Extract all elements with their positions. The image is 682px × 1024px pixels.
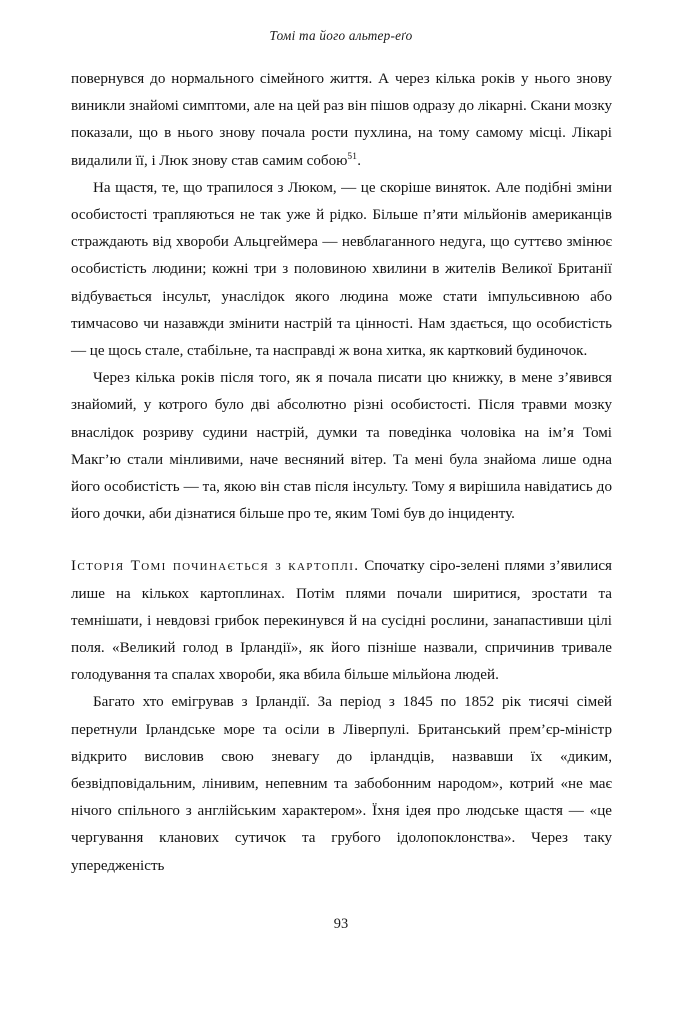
paragraph: На щастя, те, що трапилося з Люком, — це скоріше виняток. Але подібні зміни особистості трапляються не так уже й рідко. Більше п’яти мільйонів американців страждають від хвороби Альцгеймера — невблаганного недуга, що суттєво змінює особистість людини; кожні три з половиною хвилини в жителів Великої Британії відбувається інсульт, унаслідок якого людина може стати імпульсивною або тимчасово чи назавжди змінити настрій та цінності. Нам здається, що особистість — це щось стале, стабільне, та насправді ж вона хитка, як картковий будиночок. bbox=[71, 179, 612, 360]
paragraph-text-tail: . bbox=[357, 152, 361, 169]
section-lead-smallcaps: Історія Томі починається з картоплі. bbox=[71, 558, 360, 575]
paragraph: Багато хто емігрував з Ірландії. За період з 1845 по 1852 рік тисячі сімей перетнули Ірландське море та осіли в Ліверпулі. Британський прем’єр-міністр відкрито висловив свою зневагу до ірландців, назвавши їх «диким, безвідповідальним, лінивим, непевним та забобонним народом», котрий «не має нічого спільного з англійським характером». Їхня ідея про людське щастя — «це чергування кланових сутичок та грубого ідолопоклонства». Через таку упередженість bbox=[71, 694, 612, 874]
paragraph: Через кілька років після того, як я почала писати цю книжку, в мене з’явився знайомий, у котрого було дві абсолютно різні особистості. Після травми мозку внаслідок розриву судини настрій, думки та поведінка чоловіка на ім’я Томі Макг’ю стали мінливими, наче весняний вітер. Та мені була знайома лише одна його особистість — та, якою він став після інсульту. Тому я вирішила навідатись до його дочки, аби дізнатися більше про те, яким Томі був до інциденту. bbox=[71, 370, 612, 523]
paragraph-text: Спочатку сіро-зелені плями з’явилися лише на кількох картоплинах. Потім плями почали ширитися, зростати та темнішати, і невдовзі грибок перекинувся й на сусідні рослини, занапастивши цілі поля. «Великий голод в Ірландії», як його пізніше назвали, спричинив тривале голодування та спалах хвороби, яка вбила більше мільйона людей. bbox=[71, 558, 612, 684]
footnote-marker[interactable]: 51 bbox=[347, 151, 358, 162]
paragraph-continued bbox=[71, 66, 612, 175]
page-number: 93 bbox=[333, 916, 349, 932]
body-text-block bbox=[71, 66, 612, 880]
paragraph-text: повернувся до нормального сімейного життя. А через кілька років у нього знову виникли знайомі симптоми, але на цей раз він пішов одразу до лікарні. Скани мозку показали, що в нього знову почала рости пухлина, на тому самому місці. Лікарі видалили її, і Люк знову став самим собою bbox=[71, 71, 612, 169]
section-opening-paragraph bbox=[71, 553, 612, 689]
running-head: Томі та його альтер-еґо bbox=[269, 28, 413, 43]
